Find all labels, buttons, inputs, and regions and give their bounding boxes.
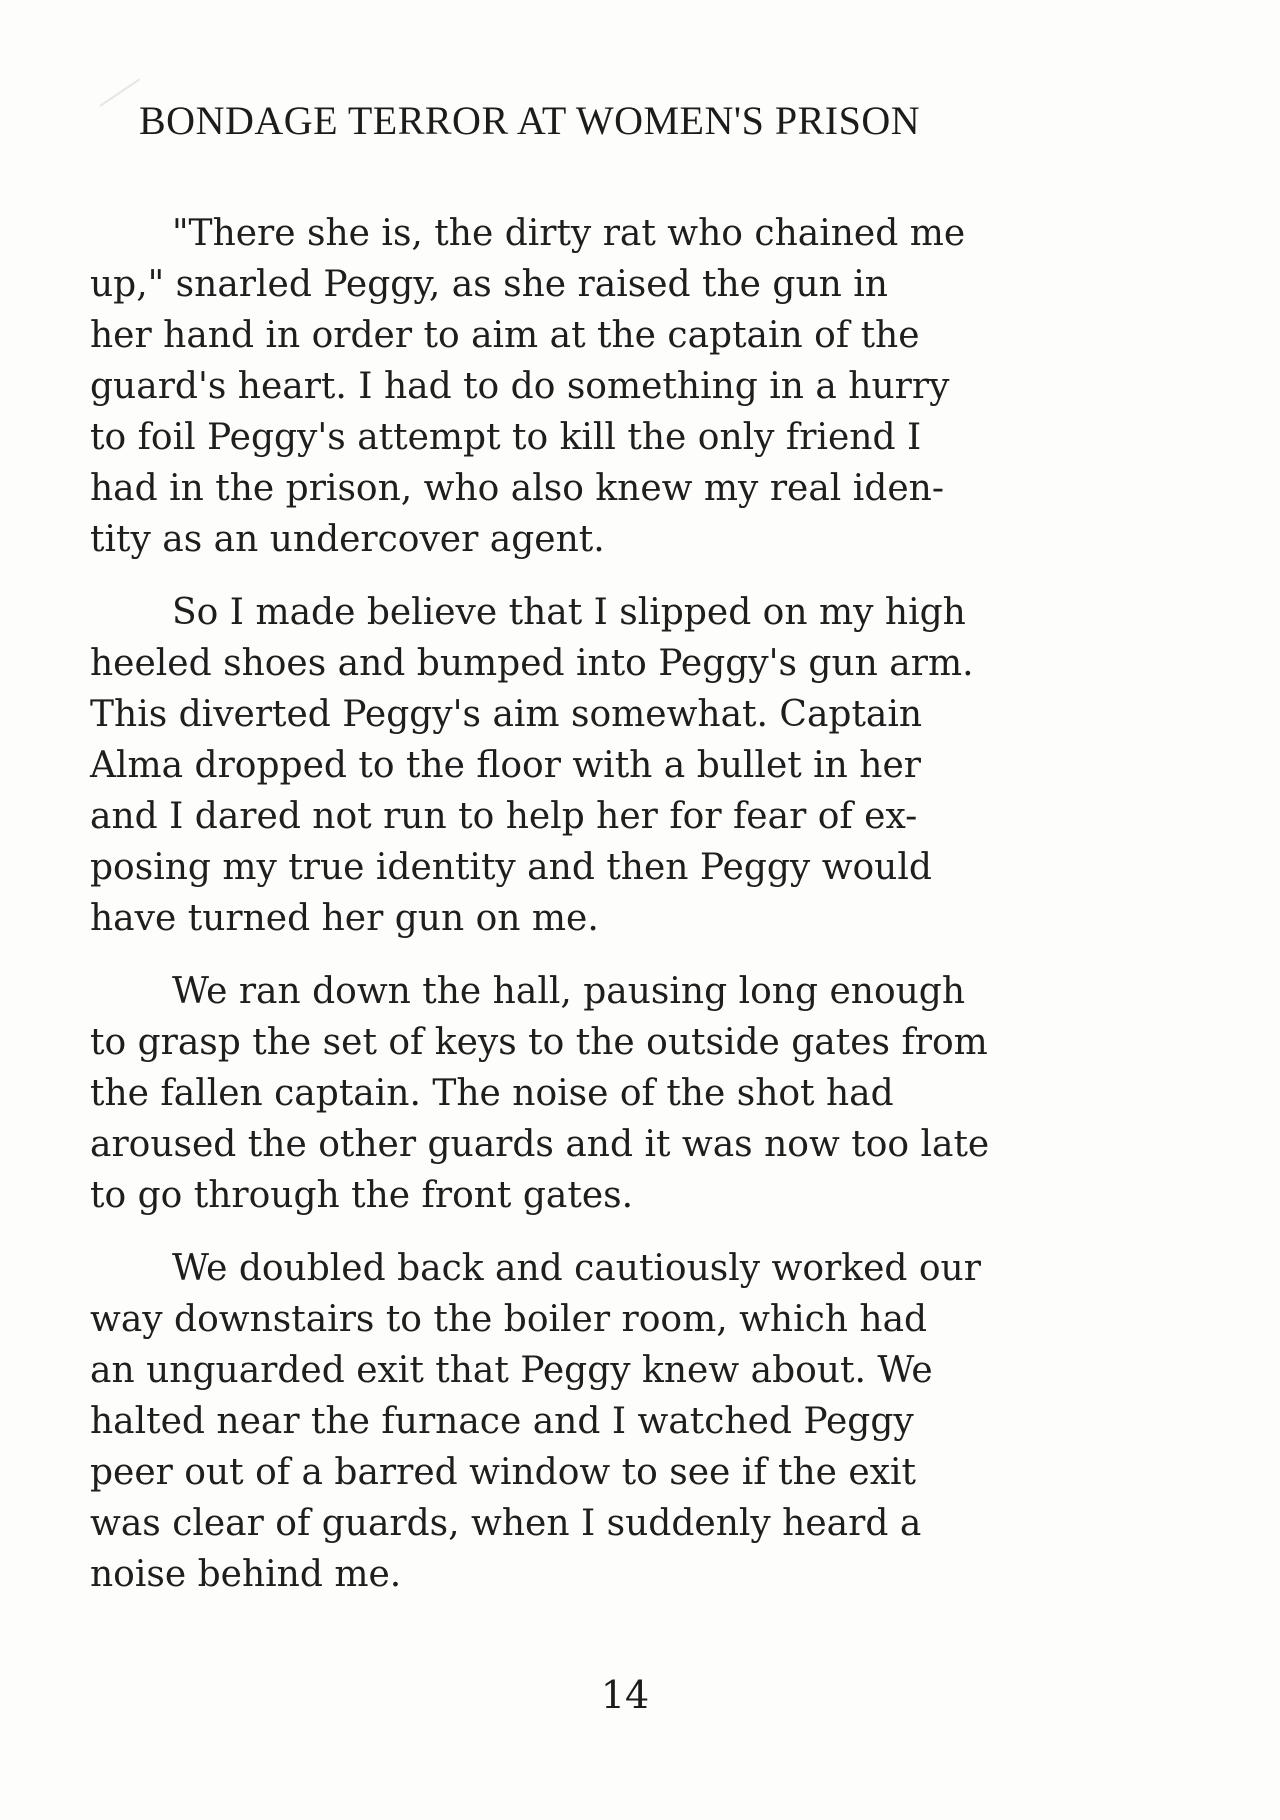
running-header: BONDAGE TERROR AT WOMEN'S PRISON	[139, 98, 921, 143]
paragraph-4	[90, 1243, 1210, 1600]
text-line: an unguarded exit that Peggy knew about. We	[90, 1350, 933, 1391]
paragraph-2	[90, 587, 1210, 944]
text-line: her hand in order to aim at the captain of the	[90, 315, 920, 356]
text-line: Alma dropped to the floor with a bullet in her	[90, 745, 922, 786]
text-line: guard's heart. I had to do something in a hurry	[90, 366, 950, 407]
text-line: So I made believe that I slipped on my high	[172, 592, 966, 633]
scan-artifact-mark	[99, 78, 140, 106]
text-line: had in the prison, who also knew my real iden-	[90, 468, 944, 509]
page-number: 14	[600, 1673, 650, 1717]
text-line: and I dared not run to help her for fear of ex-	[90, 796, 918, 837]
text-line: halted near the furnace and I watched Peggy	[90, 1401, 914, 1442]
text-line: have turned her gun on me.	[90, 898, 599, 939]
text-line: noise behind me.	[90, 1554, 402, 1595]
text-line: We ran down the hall, pausing long enough	[172, 971, 966, 1012]
text-line: heeled shoes and bumped into Peggy's gun arm.	[90, 643, 974, 684]
text-line: up," snarled Peggy, as she raised the gun in	[90, 264, 888, 305]
text-line: "There she is, the dirty rat who chained me	[172, 213, 966, 254]
text-line: the fallen captain. The noise of the shot had	[90, 1073, 894, 1114]
text-line: posing my true identity and then Peggy would	[90, 847, 932, 888]
paragraph-1	[90, 208, 1210, 565]
text-line: to foil Peggy's attempt to kill the only friend I	[90, 417, 922, 458]
body-text	[90, 208, 1210, 1622]
paragraph-3	[90, 966, 1210, 1221]
text-line: aroused the other guards and it was now too late	[90, 1124, 990, 1165]
text-line: peer out of a barred window to see if the exit	[90, 1452, 917, 1493]
text-line: tity as an undercover agent.	[90, 519, 605, 560]
text-line: was clear of guards, when I suddenly heard a	[90, 1503, 922, 1544]
text-line: way downstairs to the boiler room, which had	[90, 1299, 928, 1340]
text-line: to go through the front gates.	[90, 1175, 634, 1216]
text-line: This diverted Peggy's aim somewhat. Captain	[90, 694, 923, 735]
text-line: to grasp the set of keys to the outside gates from	[90, 1022, 988, 1063]
text-line: We doubled back and cautiously worked our	[172, 1248, 981, 1289]
